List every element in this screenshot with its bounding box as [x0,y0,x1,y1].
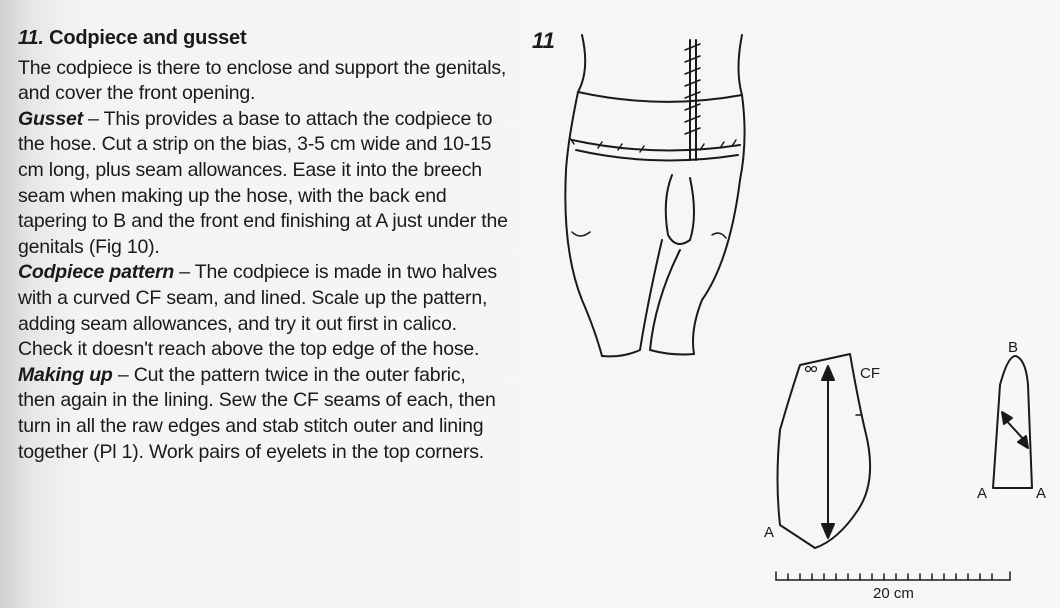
making-text: – Cut the pattern twice in the outer fabric, then again in the lining. Sew the CF seams of each, then turn in all the raw edges and stab stitch outer and lining together (Pl 1). Work pairs of eyelets in the top corners. [18,363,496,463]
label-a-right: A [1036,485,1047,502]
codpiece-pattern [778,354,871,548]
scale-label: 20 cm [873,585,914,602]
pattern-text: – The codpiece is made in two halves with a curved CF seam, and lined. Scale up the pattern, adding seam allowances, and try it out first in calico. Check it doesn't reach above the top edge of the hose. [18,261,497,361]
hose-drawing [565,35,744,356]
label-a-codpiece: A [764,524,775,541]
label-a-left: A [977,485,988,502]
gusset-text: – This provides a base to attach the codpiece to the hose. Cut a strip on the bias, 3-5 cm wide and 10-15 cm long, plus seam allowances. Ease it into the breech seam when making up the hose, with the back end tapering to B and the front end finishing at A just under the genitals (Fig 10). [18,107,508,258]
gusset-term: Gusset [18,107,83,130]
section-title: Codpiece and gusset [49,27,247,49]
figure-number: 11 [532,28,555,53]
intro-paragraph: The codpiece is there to enclose and support the genitals, and cover the front opening. [18,56,507,105]
making-term: Making up [18,363,113,386]
gusset-pattern [993,356,1032,488]
scale-bar [776,572,1010,580]
label-cf: CF [860,365,880,382]
section-number: 11. [18,27,44,49]
label-b: B [1008,339,1019,356]
pattern-term: Codpiece pattern [18,261,175,284]
